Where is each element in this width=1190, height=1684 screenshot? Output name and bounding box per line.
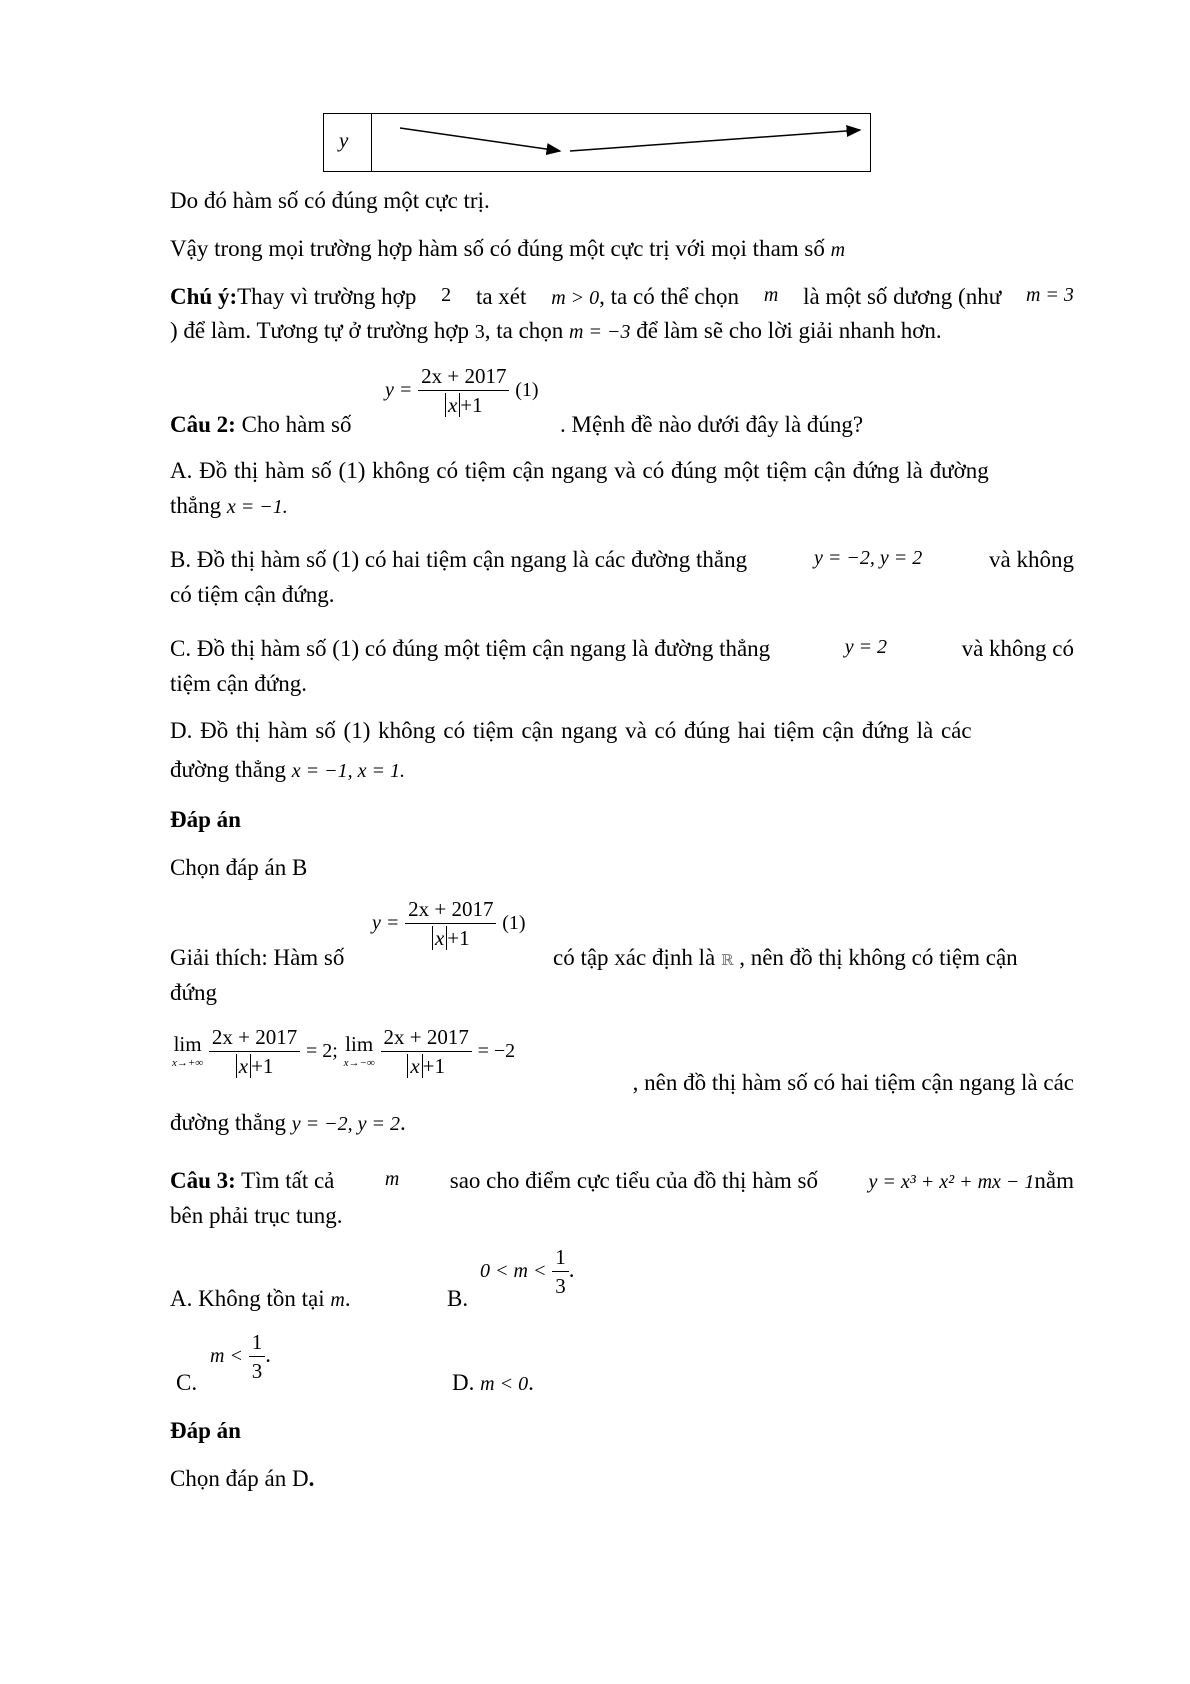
q2-option-b-line1: B. Đồ thị hàm số (1) có hai tiệm cận ngang là các đường thẳng y = −2, y = 2 và không [170, 547, 1074, 572]
limit-conclusion-line-2: đường thẳng y = −2, y = 2. [170, 1110, 406, 1135]
q3-line-1: Câu 3: Tìm tất cả m sao cho điểm cực tiểu của đồ thị hàm số y = x³ + x² + mx − 1nằm [170, 1168, 1074, 1193]
q2-option-c-line2: tiệm cận đứng. [170, 671, 308, 696]
q2-option-a-line2: thẳng x = −1. [170, 493, 288, 518]
q2-option-d-line2: đường thẳng x = −1, x = 1. [170, 757, 405, 782]
explanation-intro: Giải thích: Hàm số [170, 945, 345, 970]
q3-line-2: bên phải trục tung. [170, 1203, 343, 1228]
note-label: Chú ý: [170, 284, 238, 309]
q2-question-tail: . Mệnh đề nào dưới đây là đúng? [560, 412, 864, 437]
explanation-line-2: đứng [170, 980, 217, 1005]
variation-table [323, 113, 871, 172]
note-line-1: Chú ý:Thay vì trường hợp 2 ta xét m > 0, ta có thể chọn m là một số dương (như m = 3 [170, 284, 1074, 309]
q2-option-c-line1: C. Đồ thị hàm số (1) có đúng một tiệm cận ngang là đường thẳng y = 2 và không có [170, 636, 1074, 661]
arrow-decreasing [400, 128, 560, 151]
q3-option-d: D. m < 0. [452, 1370, 534, 1395]
limit-expressions: lim x→+∞ $\frac{2x + 2017}{x +1}$ = 2; lim x→−∞ $\frac{2x + 2017}{x +1}$ = −2 [172, 1025, 516, 1079]
note-line-2: ) để làm. Tương tự ở trường hợp 3, ta chọn m = −3 để làm sẽ cho lời giải nhanh hơn. [170, 318, 942, 343]
question-3-label: Câu 3: [170, 1168, 236, 1193]
answer-2-heading: Đáp án [170, 807, 241, 832]
q3-option-c-formula: m < $\frac{1}{3}$ . [210, 1330, 271, 1384]
q3-option-b-label: B. [447, 1286, 469, 1311]
q2-option-d-line1: D. Đồ thị hàm số (1) không có tiệm cận ngang và có đúng hai tiệm cận đứng là các [170, 718, 972, 743]
variation-arrows [372, 114, 870, 171]
limit-conclusion: , nên đồ thị hàm số có hai tiệm cận ngang là các [632, 1070, 1074, 1095]
paragraph-one-extremum: Do đó hàm số có đúng một cực trị. [170, 188, 490, 213]
q2-option-a-line1: A. Đồ thị hàm số (1) không có tiệm cận ngang và có đúng một tiệm cận đứng là đường [170, 458, 989, 483]
q3-option-a: A. Không tồn tại m. [170, 1286, 351, 1311]
row-label: y [339, 128, 349, 152]
answer-3-choice: Chọn đáp án D. [170, 1466, 315, 1491]
explanation-function-formula: y = $\frac{2x + 2017}{x +1}$ (1) [372, 897, 526, 951]
q2-intro: Câu 2: Cho hàm số [170, 412, 352, 437]
answer-2-choice: Chọn đáp án B [170, 855, 308, 880]
real-numbers-symbol: ℝ [720, 953, 734, 969]
explanation-domain: có tập xác định là ℝ , nên đồ thị không có tiệm cận [553, 945, 1018, 970]
q2-function-formula: y = $\frac{2x + 2017}{x +1}$ (1) [385, 364, 539, 418]
arrow-increasing [570, 130, 860, 151]
q3-option-c-label: C. [176, 1370, 198, 1395]
table-label-cell [324, 114, 372, 171]
paragraph-conclusion: Vậy trong mọi trường hợp hàm số có đúng một cực trị với mọi tham số m [170, 236, 846, 261]
question-2-label: Câu 2: [170, 412, 236, 437]
q2-option-b-line2: có tiệm cận đứng. [170, 582, 335, 607]
answer-3-heading: Đáp án [170, 1418, 241, 1443]
q3-option-b-formula: 0 < m < $\frac{1}{3}$ . [480, 1245, 575, 1299]
